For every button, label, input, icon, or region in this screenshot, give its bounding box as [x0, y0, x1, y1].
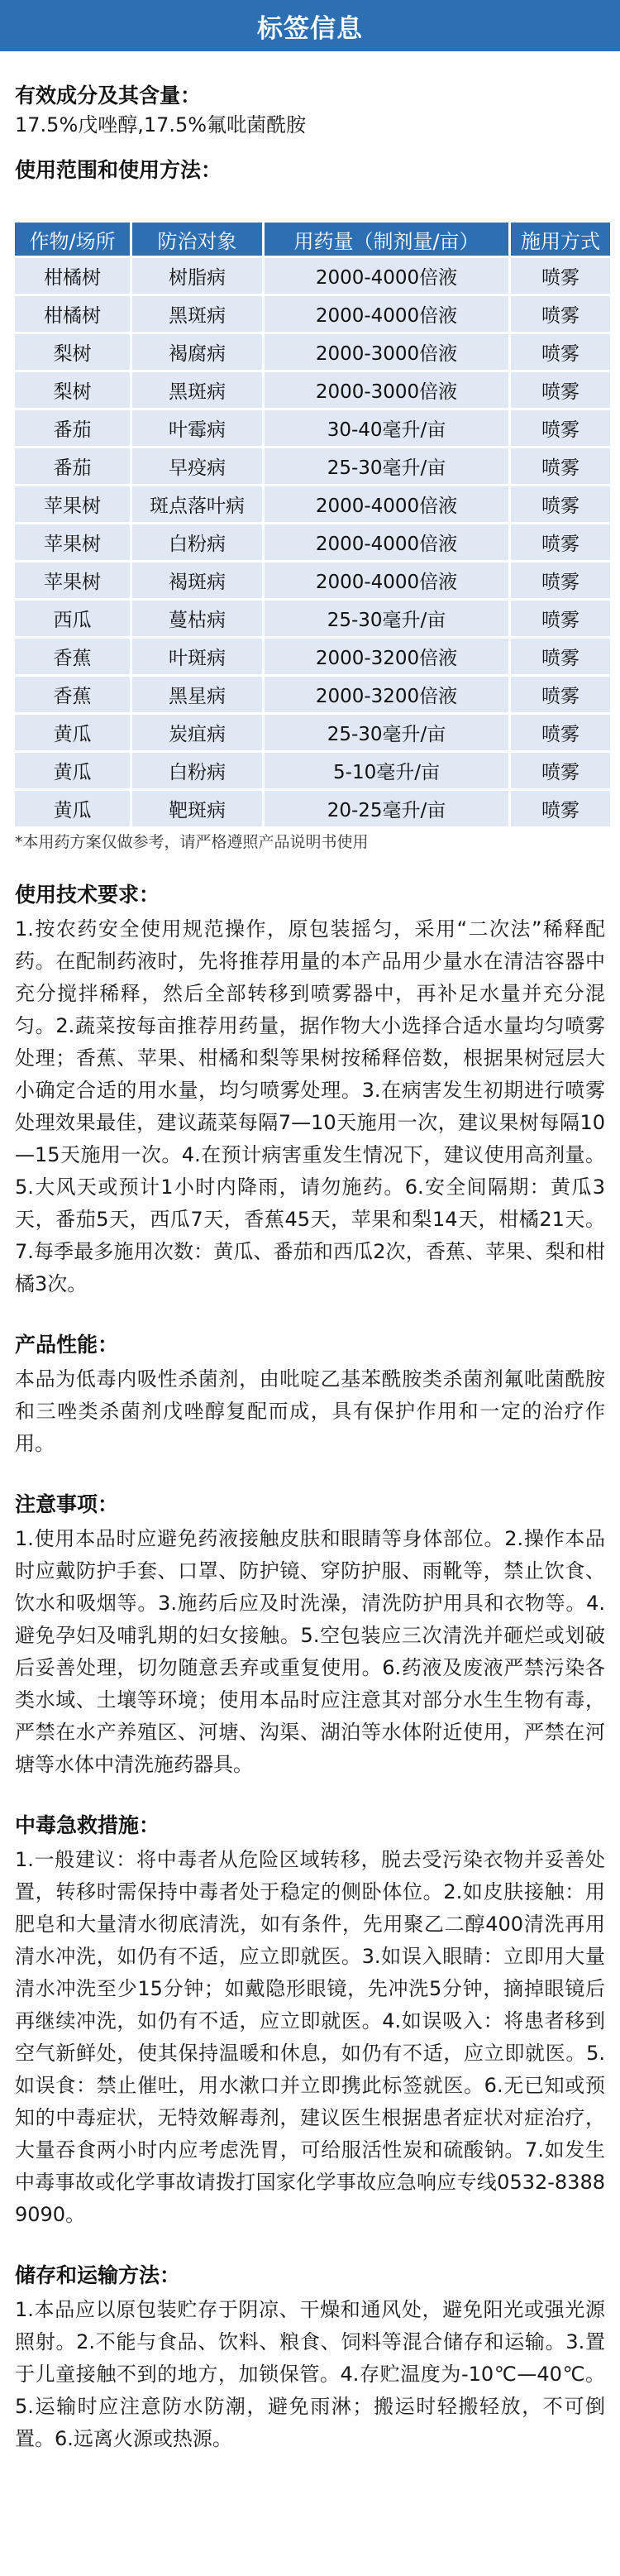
table-row — [15, 791, 610, 826]
table-cell: 2000-4000倍液 — [265, 486, 511, 522]
table-cell: 喷雾 — [511, 639, 610, 674]
table-cell: 白粉病 — [132, 753, 265, 788]
table-cell: 25-30毫升/亩 — [265, 715, 511, 750]
technique-text: 1.按农药安全使用规范操作，原包装摇匀，采用“二次法”稀释配药。在配制药液时，先将推荐用量的本产品用少量水在清洁容器中充分搅拌稀释，然后全部转移到喷雾器中，再补足水量并充分混匀。2.蔬菜按每亩推荐用药量，据作物大小选择合适水量均匀喷雾处理；香蕉、苹果、柑橘和梨等果树按稀释倍数，根据果树冠层大小确定合适的用水量，均匀喷雾处理。3.在病害发生初期进行喷雾处理效果最佳，建议蔬菜每隔7—10天施用一次，建议果树每隔10—15天施用一次。4.在预计病害重发生情况下，建议使用高剂量。5.大风天或预计1小时内降雨，请勿施药。6.安全间隔期：黄瓜3天，番茄5天，西瓜7天，香蕉45天，苹果和梨14天，柑橘21天。7.每季最多施用次数：黄瓜、番茄和西瓜2次，香蕉、苹果、梨和柑橘3次。 — [15, 917, 605, 1295]
table-row — [15, 410, 610, 446]
table-cell: 2000-3200倍液 — [265, 639, 511, 674]
table-cell: 2000-4000倍液 — [265, 524, 511, 560]
table-cell: 喷雾 — [511, 296, 610, 332]
table-row — [15, 563, 610, 598]
table-cell: 2000-3200倍液 — [265, 677, 511, 712]
table-cell: 喷雾 — [511, 372, 610, 408]
usage-table — [15, 220, 610, 829]
table-cell: 喷雾 — [511, 715, 610, 750]
table-cell: 蔓枯病 — [132, 601, 265, 636]
table-cell: 香蕉 — [15, 639, 132, 674]
table-cell: 柑橘树 — [15, 258, 132, 294]
table-cell: 2000-4000倍液 — [265, 258, 511, 294]
column-header: 施用方式 — [511, 223, 610, 256]
table-cell: 喷雾 — [511, 410, 610, 446]
table-cell: 叶霉病 — [132, 410, 265, 446]
table-cell: 2000-4000倍液 — [265, 296, 511, 332]
table-cell: 树脂病 — [132, 258, 265, 294]
table-cell: 喷雾 — [511, 448, 610, 484]
table-cell: 叶斑病 — [132, 639, 265, 674]
table-cell: 喷雾 — [511, 334, 610, 370]
storage-title: 储存和运输方法： — [15, 2263, 181, 2287]
table-row — [15, 524, 610, 560]
table-cell: 褐腐病 — [132, 334, 265, 370]
usage-table-wrap — [15, 220, 605, 829]
table-cell: 靶斑病 — [132, 791, 265, 826]
table-cell: 喷雾 — [511, 753, 610, 788]
label-content — [0, 51, 620, 2455]
table-row — [15, 715, 610, 750]
table-cell: 褐斑病 — [132, 563, 265, 598]
table-cell: 香蕉 — [15, 677, 132, 712]
table-cell: 喷雾 — [511, 524, 610, 560]
performance-text: 本品为低毒内吸性杀菌剂，由吡啶乙基苯酰胺类杀菌剂氟吡菌酰胺和三唑类杀菌剂戊唑醇复配而成，具有保护作用和一定的治疗作用。 — [15, 1367, 605, 1455]
table-cell: 白粉病 — [132, 524, 265, 560]
column-header: 作物/场所 — [15, 223, 132, 256]
table-cell: 2000-3000倍液 — [265, 334, 511, 370]
table-row — [15, 753, 610, 788]
table-row — [15, 486, 610, 522]
table-cell: 梨树 — [15, 334, 132, 370]
table-cell: 黑斑病 — [132, 372, 265, 408]
usage-scope-title: 使用范围和使用方法： — [15, 158, 222, 182]
table-cell: 黑斑病 — [132, 296, 265, 332]
table-header-row — [15, 223, 610, 256]
column-header: 用药量（制剂量/亩） — [265, 223, 511, 256]
table-row — [15, 677, 610, 712]
table-cell: 番茄 — [15, 448, 132, 484]
table-row — [15, 296, 610, 332]
ingredients-title: 有效成分及其含量： — [15, 84, 202, 108]
technique-title: 使用技术要求： — [15, 883, 160, 907]
table-cell: 黄瓜 — [15, 715, 132, 750]
precautions-title: 注意事项： — [15, 1492, 119, 1516]
first-aid-title: 中毒急救措施： — [15, 1813, 160, 1837]
table-cell: 喷雾 — [511, 601, 610, 636]
table-cell: 黄瓜 — [15, 791, 132, 826]
table-cell: 喷雾 — [511, 563, 610, 598]
page-header — [0, 0, 620, 51]
table-cell: 喷雾 — [511, 486, 610, 522]
ingredients-value: 17.5%戊唑醇,17.5%氟吡菌酰胺 — [15, 113, 307, 136]
table-row — [15, 372, 610, 408]
table-row — [15, 334, 610, 370]
table-cell: 2000-3000倍液 — [265, 372, 511, 408]
table-row — [15, 258, 610, 294]
table-row — [15, 448, 610, 484]
table-cell: 25-30毫升/亩 — [265, 448, 511, 484]
usage-table-body — [15, 258, 610, 826]
table-cell: 炭疽病 — [132, 715, 265, 750]
table-cell: 25-30毫升/亩 — [265, 601, 511, 636]
precautions-text: 1.使用本品时应避免药液接触皮肤和眼睛等身体部位。2.操作本品时应戴防护手套、口罩、防护镜、穿防护服、雨靴等，禁止饮食、饮水和吸烟等。3.施药后应及时洗澡，清洗防护用具和衣物等。4.避免孕妇及哺乳期的妇女接触。5.空包装应三次清洗并砸烂或划破后妥善处理，切勿随意丢弃或重复使用。6.药液及废液严禁污染各类水域、土壤等环境；使用本品时应注意其对部分水生生物有毒，严禁在水产养殖区、河塘、沟渠、湖泊等水体附近使用，严禁在河塘等水体中清洗施药器具。 — [15, 1527, 605, 1776]
storage-text: 1.本品应以原包装贮存于阴凉、干燥和通风处，避免阳光或强光源照射。2.不能与食品、饮料、粮食、饲料等混合储存和运输。3.置于儿童接触不到的地方，加锁保管。4.存贮温度为-10℃—40℃。5.运输时应注意防水防潮，避免雨淋；搬运时轻搬轻放，不可倒置。6.远离火源或热源。 — [15, 2298, 605, 2450]
table-cell: 苹果树 — [15, 524, 132, 560]
table-cell: 5-10毫升/亩 — [265, 753, 511, 788]
table-cell: 柑橘树 — [15, 296, 132, 332]
table-cell: 苹果树 — [15, 563, 132, 598]
table-cell: 斑点落叶病 — [132, 486, 265, 522]
table-cell: 30-40毫升/亩 — [265, 410, 511, 446]
table-cell: 喷雾 — [511, 791, 610, 826]
performance-title: 产品性能： — [15, 1333, 119, 1357]
table-row — [15, 639, 610, 674]
table-cell: 早疫病 — [132, 448, 265, 484]
page-title: 标签信息 — [257, 13, 363, 44]
table-cell: 梨树 — [15, 372, 132, 408]
table-cell: 黑星病 — [132, 677, 265, 712]
table-cell: 2000-4000倍液 — [265, 563, 511, 598]
table-cell: 喷雾 — [511, 677, 610, 712]
table-row — [15, 601, 610, 636]
table-cell: 西瓜 — [15, 601, 132, 636]
table-cell: 苹果树 — [15, 486, 132, 522]
table-cell: 番茄 — [15, 410, 132, 446]
column-header: 防治对象 — [132, 223, 265, 256]
table-cell: 黄瓜 — [15, 753, 132, 788]
table-cell: 喷雾 — [511, 258, 610, 294]
first-aid-text: 1.一般建议：将中毒者从危险区域转移，脱去受污染衣物并妥善处置，转移时需保持中毒者处于稳定的侧卧体位。2.如皮肤接触：用肥皂和大量清水彻底清洗，如有条件，先用聚乙二醇400清洗再用清水冲洗，如仍有不适，应立即就医。3.如误入眼睛：立即用大量清水冲洗至少15分钟；如戴隐形眼镜，先冲洗5分钟，摘掉眼镜后再继续冲洗，如仍有不适，应立即就医。4.如误吸入：将患者移到空气新鲜处，使其保持温暖和休息，如仍有不适，应立即就医。5.如误食：禁止催吐，用水漱口并立即携此标签就医。6.无已知或预知的中毒症状，无特效解毒剂，建议医生根据患者症状对症治疗，大量吞食两小时内应考虑洗胃，可给服活性炭和硫酸钠。7.如发生中毒事故或化学事故请拨打国家化学事故应急响应专线0532-83889090。 — [15, 1848, 605, 2226]
usage-note: *本用药方案仅做参考，请严格遵照产品说明书使用 — [15, 833, 369, 851]
table-cell: 20-25毫升/亩 — [265, 791, 511, 826]
